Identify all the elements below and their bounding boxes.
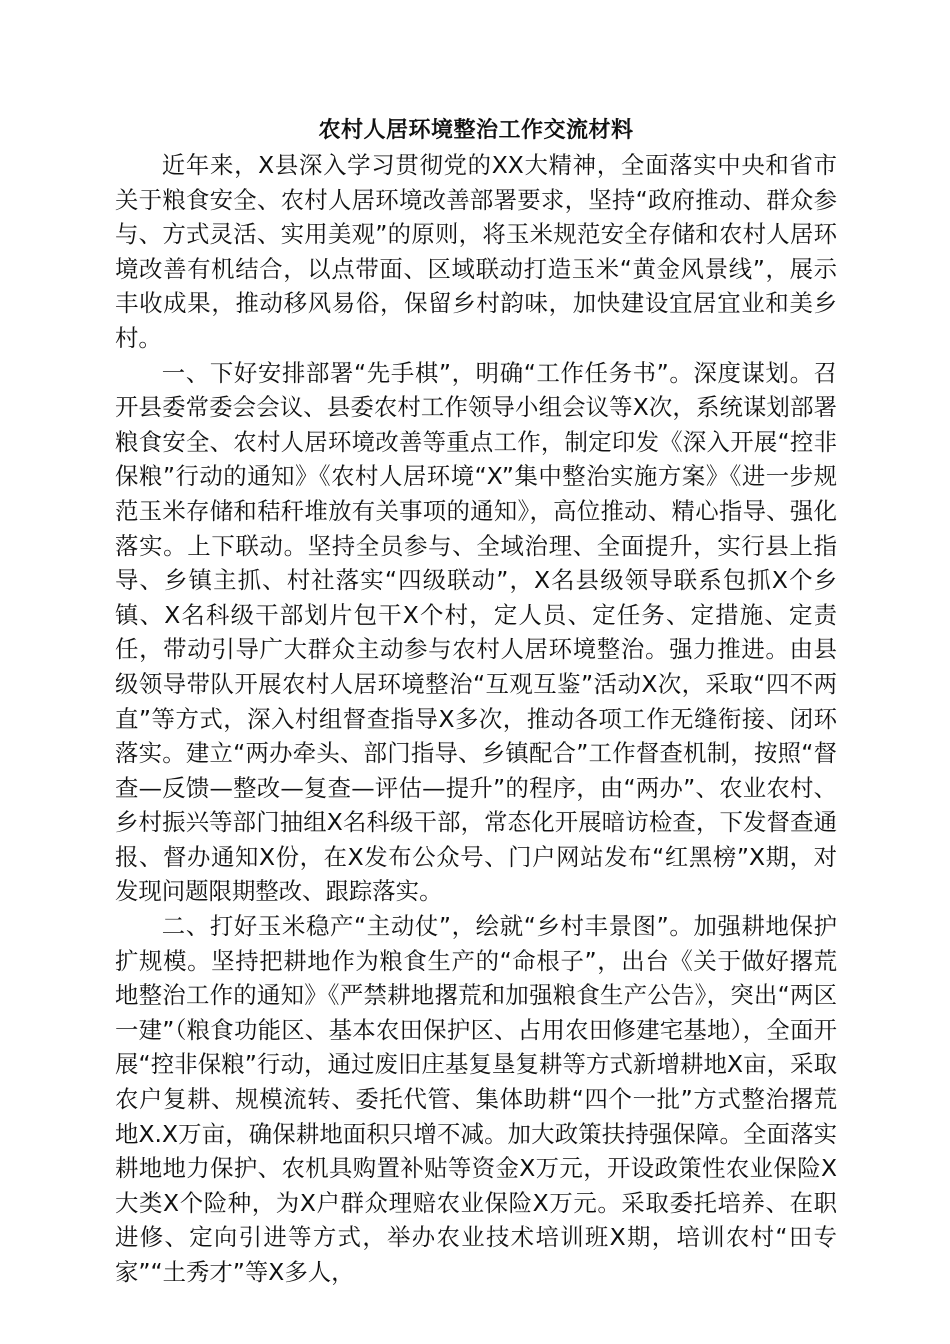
paragraph-intro: 近年来，X县深入学习贯彻党的XX大精神，全面落实中央和省市关于粮食安全、农村人居环境改善部署要求，坚持“政府推动、群众参与、方式灵活、实用美观”的原则，将玉米规范安全存储和农村人居环境改善有机结合，以点带面、区域联动打造玉米“黄金风景线”，展示丰收成果，推动移风易俗，保留乡村韵味，加快建设宜居宜业和美乡村。 [115,151,837,352]
paragraph-section-one: 一、下好安排部署“先手棋”，明确“工作任务书”。深度谋划。召开县委常委会会议、县委农村工作领导小组会议等X次，系统谋划部署粮食安全、农村人居环境改善等重点工作，制定印发《深入开展“控非保粮”行动的通知》《农村人居环境“X”集中整治实施方案》《进一步规范玉米存储和秸秆堆放有关事项的通知》，高位推动、精心指导、强化落实。上下联动。坚持全员参与、全域治理、全面提升，实行县上指导、乡镇主抓、村社落实“四级联动”，X名县级领导联系包抓X个乡镇、X名科级干部划片包干X个村，定人员、定任务、定措施、定责任，带动引导广大群众主动参与农村人居环境整治。强力推进。由县级领导带队开展农村人居环境整治“互观互鉴”活动X次，采取“四不两直”等方式，深入村组督查指导X多次，推动各项工作无缝衔接、闭环落实。建立“两办牵头、部门指导、乡镇配合”工作督查机制，按照“督查—反馈—整改—复查—评估—提升”的程序，由“两办”、农业农村、乡村振兴等部门抽组X名科级干部，常态化开展暗访检查，下发督查通报、督办通知X份，在X发布公众号、门户网站发布“红黑榜”X期，对发现问题限期整改、跟踪落实。 [115,358,837,906]
document-page [115,114,837,1290]
paragraph-section-two: 二、打好玉米稳产“主动仗”，绘就“乡村丰景图”。加强耕地保护扩规模。坚持把耕地作为粮食生产的“命根子”，出台《关于做好撂荒地整治工作的通知》《严禁耕地撂荒和加强粮食生产公告》，突出“两区一建”（粮食功能区、基本农田保护区、占用农田修建宅基地），全面开展“控非保粮”行动，通过废旧庄基复垦复耕等方式新增耕地X亩，采取农户复耕、规模流转、委托代管、集体助耕“四个一批”方式整治撂荒地X.X万亩，确保耕地面积只增不减。加大政策扶持强保障。全面落实耕地地力保护、农机具购置补贴等资金X万元，开设政策性农业保险X大类X个险种，为X户群众理赔农业保险X万元。采取委托培养、在职进修、定向引进等方式，举办农业技术培训班X期，培训农村“田专家”“土秀才”等X多人， [115,912,837,1286]
document-title: 农村人居环境整治工作交流材料 [318,118,634,143]
